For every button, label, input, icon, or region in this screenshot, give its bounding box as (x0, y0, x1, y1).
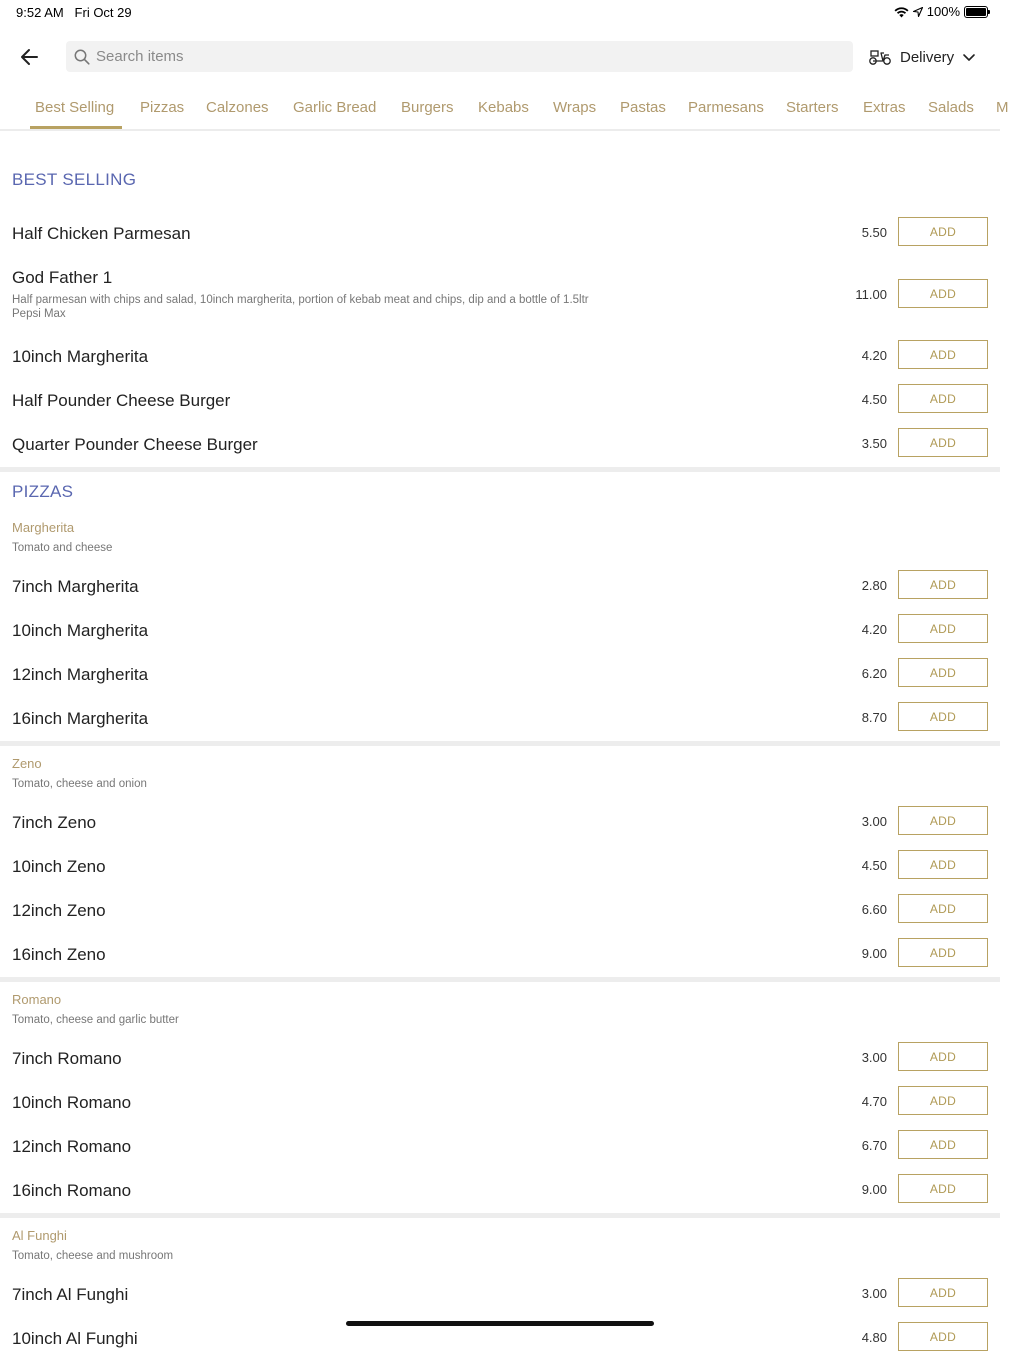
add-button[interactable]: ADD (898, 428, 988, 457)
item-price: 6.70 (861, 1138, 887, 1153)
battery-percent: 100% (926, 4, 960, 19)
group-divider (0, 1213, 1000, 1218)
group-name: Al Funghi (12, 1228, 67, 1243)
item-name: 12inch Margherita (12, 665, 149, 684)
group-name: Zeno (12, 756, 42, 771)
tab-salads[interactable]: Salads (928, 99, 974, 116)
delivery-label: Delivery (900, 48, 955, 66)
home-indicator[interactable] (346, 1321, 654, 1326)
item-price: 6.60 (861, 902, 887, 917)
item-price: 4.50 (861, 858, 887, 873)
item-price: 2.80 (861, 578, 887, 593)
item-name: 7inch Margherita (12, 577, 139, 596)
tab-starters[interactable]: Starters (786, 99, 839, 116)
item-name: 7inch Zeno (12, 813, 97, 832)
add-button[interactable]: ADD (898, 1130, 988, 1159)
group-divider (0, 977, 1000, 982)
status-indicators (894, 4, 988, 19)
item-price: 9.00 (861, 946, 887, 961)
group-description: Tomato, cheese and mushroom (12, 1250, 174, 1262)
tab-kebabs[interactable]: Kebabs (478, 99, 529, 116)
active-tab-indicator (30, 126, 122, 129)
section-title-best-selling: BEST SELLING (12, 170, 137, 189)
search-bar[interactable] (66, 41, 853, 72)
group-description: Tomato, cheese and onion (12, 778, 147, 790)
add-button[interactable]: ADD (898, 570, 988, 599)
add-button[interactable]: ADD (898, 806, 988, 835)
group-description: Tomato and cheese (12, 542, 113, 554)
add-button[interactable]: ADD (898, 1278, 988, 1307)
menu-list[interactable] (0, 131, 1000, 1348)
add-button[interactable]: ADD (898, 340, 988, 369)
item-price: 4.50 (861, 392, 887, 407)
item-name: 10inch Romano (12, 1093, 132, 1112)
item-name: 16inch Zeno (12, 945, 106, 964)
item-name: 10inch Margherita (12, 347, 149, 366)
item-price: 4.80 (861, 1330, 887, 1345)
status-time (16, 5, 132, 20)
item-price: 6.20 (861, 666, 887, 681)
add-button[interactable]: ADD (898, 1086, 988, 1115)
item-name: 7inch Al Funghi (12, 1285, 129, 1304)
item-name: 10inch Al Funghi (12, 1329, 138, 1348)
tab-parmesans[interactable]: Parmesans (688, 99, 764, 116)
add-button[interactable]: ADD (898, 1174, 988, 1203)
item-name: Quarter Pounder Cheese Burger (12, 435, 258, 454)
item-price: 3.00 (861, 1286, 887, 1301)
chevron-down-icon (962, 52, 976, 62)
item-price: 4.20 (861, 348, 887, 363)
search-icon (74, 49, 90, 65)
item-name: Half Pounder Cheese Burger (12, 391, 231, 410)
group-divider (0, 741, 1000, 746)
tab-extras[interactable]: Extras (863, 99, 906, 116)
wifi-icon (894, 6, 909, 18)
top-bar (0, 36, 1000, 78)
group-description: Tomato, cheese and garlic butter (12, 1014, 179, 1026)
item-name: 16inch Romano (12, 1181, 132, 1200)
item-price: 3.00 (861, 1050, 887, 1065)
add-button[interactable]: ADD (898, 702, 988, 731)
arrow-left-icon (19, 48, 39, 66)
tab-more[interactable]: M (996, 99, 1009, 116)
add-button[interactable]: ADD (898, 217, 988, 246)
item-name: 12inch Romano (12, 1137, 132, 1156)
add-button[interactable]: ADD (898, 658, 988, 687)
item-price: 4.70 (861, 1094, 887, 1109)
add-button[interactable]: ADD (898, 1042, 988, 1071)
delivery-selector[interactable] (868, 42, 976, 72)
item-name: 12inch Zeno (12, 901, 106, 920)
back-button[interactable] (14, 42, 44, 72)
item-name: God Father 1 (12, 268, 113, 287)
item-price: 11.00 (855, 287, 887, 302)
item-price: 9.00 (861, 1182, 887, 1197)
section-title-pizzas: PIZZAS (12, 482, 74, 501)
add-button[interactable]: ADD (898, 938, 988, 967)
scooter-icon (868, 48, 892, 66)
add-button[interactable]: ADD (898, 279, 988, 308)
item-name: 10inch Zeno (12, 857, 106, 876)
item-name: 16inch Margherita (12, 709, 149, 728)
status-bar (0, 0, 1000, 24)
location-arrow-icon (913, 7, 923, 17)
clock-date: Fri Oct 29 (74, 5, 132, 20)
tab-calzones[interactable]: Calzones (206, 99, 269, 116)
add-button[interactable]: ADD (898, 384, 988, 413)
add-button[interactable]: ADD (898, 894, 988, 923)
battery-icon (964, 6, 988, 18)
search-input[interactable] (96, 48, 796, 65)
tab-garlic-bread[interactable]: Garlic Bread (293, 99, 377, 116)
section-divider (0, 467, 1000, 472)
item-price: 5.50 (861, 225, 887, 240)
item-price: 3.50 (861, 436, 887, 451)
add-button[interactable]: ADD (898, 850, 988, 879)
item-price: 3.00 (861, 814, 887, 829)
item-name: Half Chicken Parmesan (12, 224, 191, 243)
tab-pastas[interactable]: Pastas (620, 99, 666, 116)
item-name: 10inch Margherita (12, 621, 149, 640)
group-name: Margherita (12, 520, 75, 535)
add-button[interactable]: ADD (898, 614, 988, 643)
clock-time: 9:52 AM (16, 5, 64, 20)
add-button[interactable]: ADD (898, 1322, 988, 1351)
tab-wraps[interactable]: Wraps (553, 99, 597, 116)
tab-pizzas[interactable]: Pizzas (140, 99, 185, 116)
tab-best-selling[interactable]: Best Selling (35, 99, 115, 116)
tab-burgers[interactable]: Burgers (401, 99, 454, 116)
category-tabs (0, 88, 1009, 131)
item-price: 8.70 (861, 710, 887, 725)
item-price: 4.20 (861, 622, 887, 637)
group-name: Romano (12, 992, 62, 1007)
item-name: 7inch Romano (12, 1049, 122, 1068)
item-description: Half parmesan with chips and salad, 10inch margherita, portion of kebab meat and chips, dip and a bottle of 1.5ltr Pepsi Max (12, 294, 589, 320)
